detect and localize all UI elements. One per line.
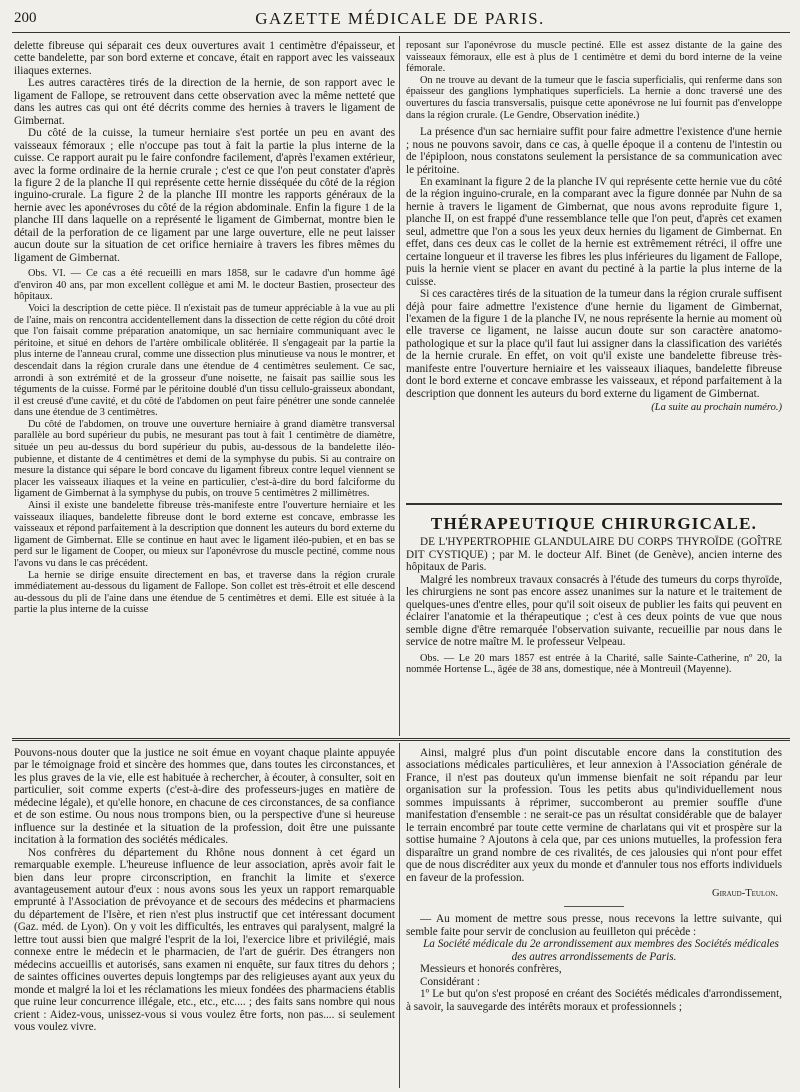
article-subtitle: DE L'HYPERTROPHIE GLANDULAIRE DU CORPS THYROÏDE (GOÎTRE DIT CYSTIQUE) ; par M. le docteur Alf. Binet (de Genève), ancien interne des hôpitaux de Paris. (406, 536, 782, 574)
feuilleton-paragraph: Pouvons-nous douter que la justice ne soit émue en voyant chaque plainte appuyée par le témoignage froid et sincère des hommes que, dans toutes les circonstances, et les plus graves de la vie, elle est habituée à rechercher, à écouter, à consulter, soit en particulier, soit comme experts (c'est-à-dire des professeurs-juges en matière de médecine légale), et qu'elle honore, en chacune de ces circonstances, de sa confiance et de son estime. Ou nous nous trompons bien, ou la perspective d'une si heureuse influence sur la destinée et la situation de la profession, doit être une puissante incitation à la formation des sociétés médicales. (14, 747, 395, 847)
letter-title: La Société médicale du 2e arrondissement aux membres des Sociétés médicales des autres arrondissements de Paris. (423, 938, 779, 963)
column-divider-top (399, 36, 400, 736)
author-signature: Giraud-Teulon. (711, 887, 778, 899)
article-paragraph: En examinant la figure 2 de la planche IV qui représente cette hernie vue du côté de la région inguino-crurale, en la comparant avec la figure donnée par Nuhn de sa hernie à travers le ligament de Gimbernat, que nous avons reproduite figure 1, planche II, on est frappé d'une ressemblance telle que l'on peut, d'après cet examen seul, admettre que l'on a sous les yeux deux hernies du ligament de Gimbernat. En effet, dans ces deux cas le collet de la hernie est extrêmement rétréci, il offre une certaine longueur et il traverse les fibres les plus inférieures du ligament de Fallope, puis la hernie vient se placer en avant du pectiné à la partie la plus interne de la cuisse. (406, 175, 782, 288)
article-paragraph: Les autres caractères tirés de la direction de la hernie, de son rapport avec le ligament de Fallope, se retrouvent dans cette observation avec la même netteté que dans les autres cas qui ont été décrits comme des hernies à travers le ligament de Gimbernat. (14, 77, 395, 127)
feuilleton-paragraph: Ainsi, malgré plus d'un point discutable encore dans la constitution des associations médicales particulières, et leur annexion à l'Association générale de France, il n'est pas douteux qu'un immense bienfait ne soit répandu par leur organisation sur la profession. Tous les petits abus qu'individuellement nous sommes impuissants à réprimer, succomberont au premier souffle d'une manifestation d'ensemble : ne serait-ce pas un résultat considérable que de balayer le terrain encombré par toute cette vermine de charlatans qui vit et prospère sur la sottise humaine ? Ajoutons à cela que, par ces unions mutuelles, la profession fera disparaître un grand nombre de ces rivalités, de ces jalousies qui n'ont pour effet que de nous discréditer aux yeux du monde et d'annuler tous nos efforts individuels en faveur de la profession. (406, 747, 782, 884)
therapeutics-section (406, 510, 782, 740)
observation-paragraph: La hernie se dirige ensuite directement en bas, et traverse dans la région crurale immédiatement au-dessous du ligament de Fallope. Son collet est très-étroit et elle descend au-dessous du pli de l'aine dans une étendue de 5 centimètres et demi. Elle est située à la partie la plus interne de la cuisse (14, 569, 395, 616)
article-paragraph: Du côté de la cuisse, la tumeur herniaire s'est portée un peu en avant des vaisseaux fémoraux ; elle n'occupe pas tout à fait la partie la plus interne de la cuisse. Ce rapport aurait pu le faire confondre facilement, d'après l'examen extérieur, avec la forme ordinaire de la hernie crurale ; c'est ce que l'on peut constater d'après la figure 2 de la planche II qui représente cette hernie disséquée du côté de la région inguino-crurale. La figure 2 de la planche III montre les rapports généraux de la hernie avec les aponévroses du côté de la région abdominale. Enfin la figure 1 de la planche III dans laquelle on a représenté le ligament de Gimbernat, montre bien le détail de la perforation de ce ligament par une large ouverture, elle ne peut laisser aucun doute sur la situation de cet orifice herniaire à travers les fibres mêmes du ligament de Gimbernat. (14, 127, 395, 264)
observation-paragraph: Ainsi il existe une bandelette fibreuse très-manifeste entre l'ouverture herniaire et les vaisseaux iliaques, bandelette fibreuse dont le bord externe est concave, embrasse les vaisseaux et répond parfaitement à la description que donnent les auteurs du bord externe du ligament de Gimbernat. Elle se continue en haut avec le ligament iléo-pubien, et en bas se perd sur le ligament de Cooper, ou mieux sur l'aponévrose du muscle pectiné, comme nous l'avons vu dans le cas précédent. (14, 500, 395, 569)
short-rule (564, 906, 624, 907)
observation-paragraph: Voici la description de cette pièce. Il n'existait pas de tumeur appréciable à la vue au pli de l'aine, mais on rencontra accidentellement dans la dissection de cette région du côté droit que l'on faisait comme préparation anatomique, un sac herniaire communiquant avec le péritoine, et situé en dehors de l'artère ombilicale oblitérée. Il s'engageait par la partie la plus interne de l'anneau crural, comme une dissection plus minutieuse va nous le montrer, et descendait dans la région crurale dans une étendue de 4 centimètres seulement. Ce sac, arrondi à son extrémité et de la grosseur d'une noisette, ne faisait pas saillie sous les téguments de la cuisse. Formé par le péritoine doublé d'un tissu cellulo-graisseux abondant, il est creusé d'une cavité, et du côté de l'abdomen on peut faire pénétrer une sonde cannelée dans une étendue de 3 centimètres. (14, 302, 395, 419)
observation-paragraph: Du côté de l'abdomen, on trouve une ouverture herniaire à grand diamètre transversal parallèle au bord supérieur du pubis, ne mesurant pas tout à fait 1 centimètre de diamètre, située un peu au-dessus du bord supérieur du pubis, au-dessous de la bandelette iléo-pubienne, et distante de 4 centimètres et demi de la symphyse du pubis. Si au contraire on mesure la distance qui sépare le bord concave du ligament fibreux contre lequel viennent se placer les vaisseaux iliaques et la veine en particulier, c'est-à-dire du bord falciforme du ligament de Gimbernat à la symphyse du pubis, on trouve 5 centimètres 2 millimètres. (14, 418, 395, 500)
notice-paragraph: — Au moment de mettre sous presse, nous recevons la lettre suivante, qui semble faite pour servir de conclusion au feuilleton qui précède : (406, 913, 782, 938)
journal-masthead: GAZETTE MÉDICALE DE PARIS. (255, 9, 545, 28)
feuilleton-column-left (14, 747, 395, 1087)
article-column-right (406, 40, 782, 500)
article-paragraph: delette fibreuse qui séparait ces deux ouvertures avait 1 centimètre d'épaisseur, et cette bandelette, par son bord externe et concave, était en rapport avec les vaisseaux iliaques externes. (14, 40, 395, 77)
letter-point: 1º Le but qu'on s'est proposé en créant des Sociétés médicales d'arrondissement, à savoir, la sauvegarde des intérêts moraux et professionnels ; (406, 988, 782, 1013)
observation-paragraph: Obs. — Le 20 mars 1857 est entrée à la Charité, salle Sainte-Catherine, nº 20, la nommée Hortense L., âgée de 38 ans, domestique, née à Montreuil (Mayenne). (406, 652, 782, 676)
feuilleton-column-right (406, 747, 782, 1087)
feuilleton-paragraph: Nos confrères du département du Rhône nous donnent à cet égard un remarquable exemple. L'heureuse influence de leur association, après avoir fait le bien dans leur propre circonscription, en franchit la limite et s'exerce avantageusement autour d'eux : nous avons sous les yeux un rapport remarquable emprunté à l'Association de prévoyance et de secours des médecins et pharmaciens du département de l'Isère, et rien n'est plus instructif que cet intéressant document (Gaz. méd. de Lyon). On y voit les difficultés, les entraves qui paralysent, malgré la lettre tout aussi bien que malgré l'esprit de la loi, l'exercice libre et privilégié, mais connexe entre le médecin et le pharmacien, de l'art de guérir. Des étrangers non médecins accueillis et autorisés, sans examen ni enquête, sur faux titres du dehors ; de saintes officines ouvertes depuis longtemps par des religieuses ayant aux yeux du monde et malgré la loi et les réclamations les mieux fondées des pharmaciens établis que ruine leur concurrence illégale, etc., etc., etc.... ; des faits sans nombre qui nous crient : Aidez-vous, unissez-vous si vous voulez être forts, non pas.... si seulement vous voulez vivre. (14, 846, 395, 1033)
article-paragraph: Malgré les nombreux travaux consacrés à l'étude des tumeurs du corps thyroïde, les chirurgiens ne sont pas encore assez unanimes sur la nature et le traitement de quelques-unes d'entre elles, pour qu'il soit oiseux de publier les faits qui peuvent en éclairer l'anatomie et la thérapeutique ; c'est à ces deux points de vue que nous semble digne d'être remarquée l'observation suivante, recueillie par nous dans le service de notre maître M. le professeur Velpeau. (406, 573, 782, 649)
observation-paragraph: reposant sur l'aponévrose du muscle pectiné. Elle est assez distante de la gaine des vaisseaux fémoraux, elle est à plus de 1 centimètre et demi du bord interne de la veine fémorale. (406, 40, 782, 75)
article-column-left (14, 40, 395, 730)
column-divider-bottom (399, 743, 400, 1088)
header-rule (12, 32, 790, 33)
section-title: THÉRAPEUTIQUE CHIRURGICALE. (430, 514, 758, 533)
letter-salutation: Messieurs et honorés confrères, (420, 963, 562, 976)
article-paragraph: Si ces caractères tirés de la situation de la tumeur dans la région crurale suffisent déjà pour faire admettre l'existence d'une hernie du ligament de Gimbernat, l'examen de la figure 1 de la planche IV, ne nous représente la hernie au moment où elle traverse ce ligament, ne laisse aucun doute sur son caractère anatomo-pathologique et sur la place qu'il faut lui assigner dans la classification des variétés de la hernie crurale. En effet, on voit qu'il existe une bandelette fibreuse très-manifeste entre l'ouverture herniaire et les vaisseaux iliaques, bandelette fibreuse dont le bord externe et concave embrasse les vaisseaux, et répond parfaitement à la description que donnent les auteurs du bord externe du ligament de Gimbernat. (406, 288, 782, 400)
continued-note: (La suite au prochain numéro.) (651, 402, 782, 414)
observation-heading: Obs. VI. — Ce cas a été recueilli en mars 1858, sur le cadavre d'un homme âgé d'environ 40 ans, par mon excellent collègue et ami M. le docteur Bastien, prosecteur des hôpitaux. (14, 268, 395, 303)
section-separator (406, 503, 782, 505)
page-number: 200 (14, 10, 37, 26)
letter-considerant: Considérant : (420, 975, 480, 988)
article-paragraph: La présence d'un sac herniaire suffit pour faire admettre l'existence d'une hernie ; nous ne pouvons savoir, dans ce cas, à quelle époque il a contenu de l'intestin ou de l'épiploon, nous constatons seulement la persistance de sa communication avec le péritoine. (406, 126, 782, 176)
observation-paragraph: On ne trouve au devant de la tumeur que le fascia superficialis, qui renferme dans son épaisseur des ganglions lymphatiques superficiels. La hernie a donc traversé une des ouvertures du fascia transversalis, puisque cette aponévrose ne lui fournit pas d'enveloppe dans la région crurale. (Le Gendre, Observation inédite.) (406, 74, 782, 121)
